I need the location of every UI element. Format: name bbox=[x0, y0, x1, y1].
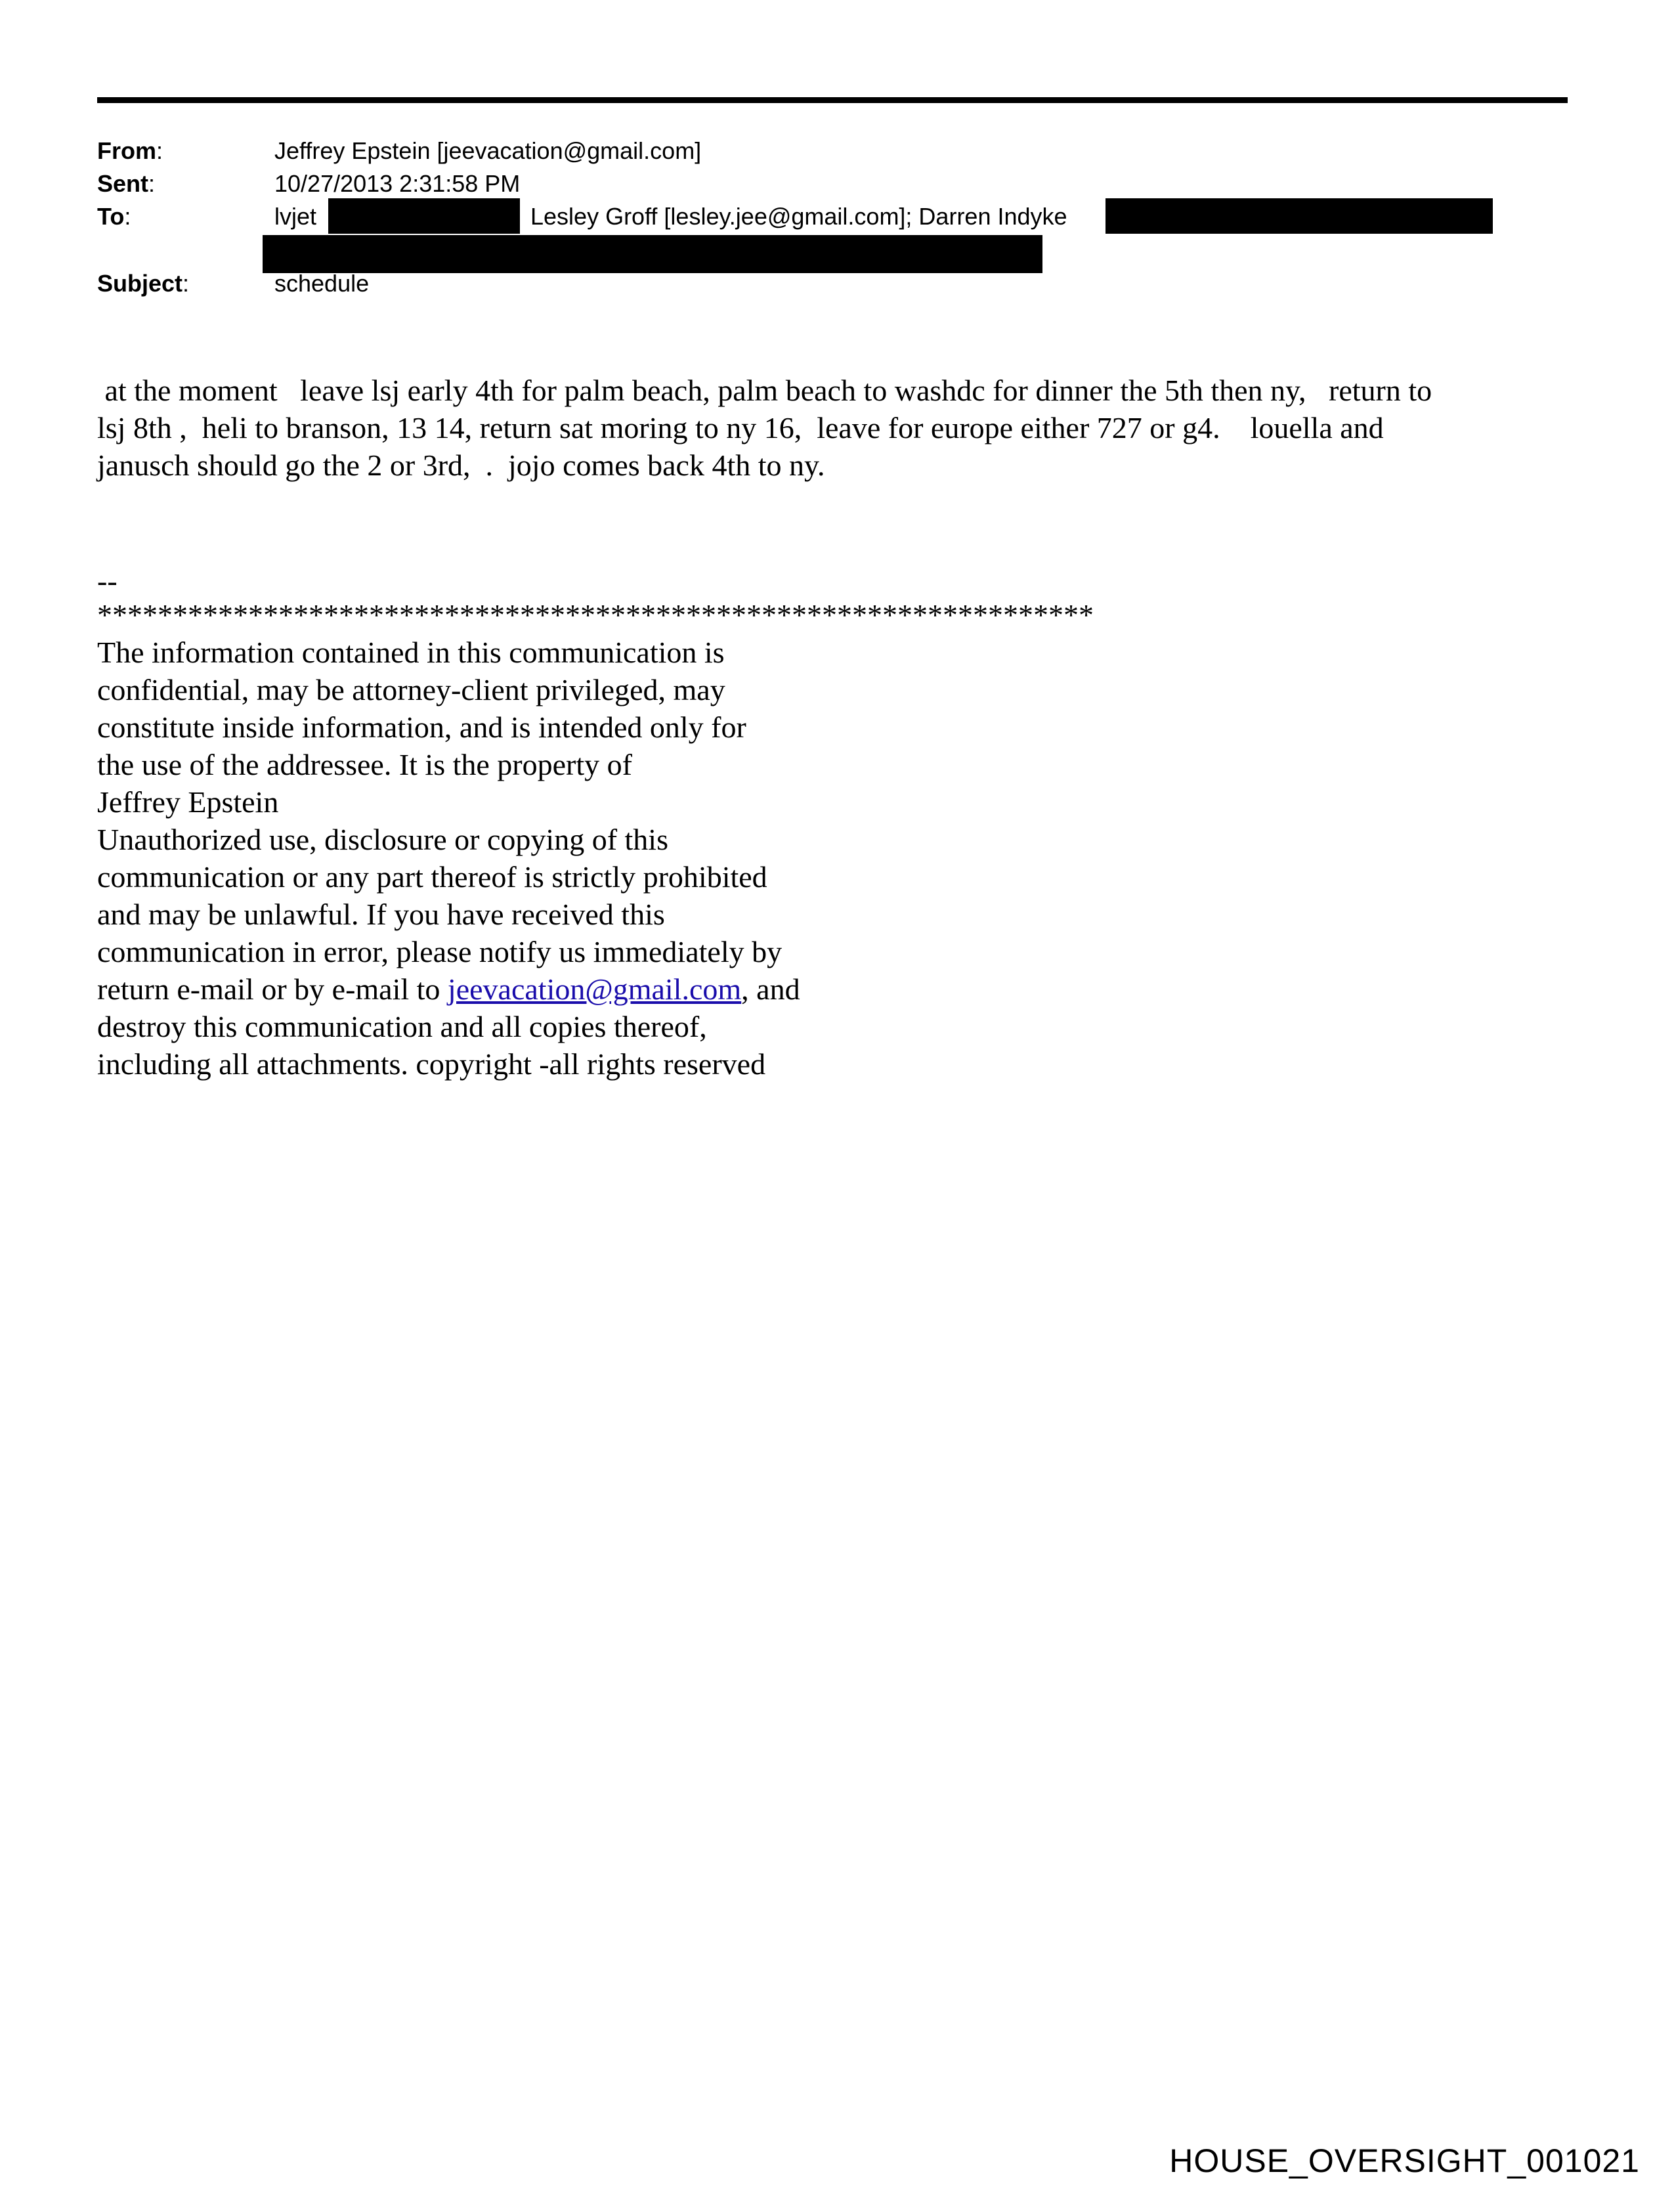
disclaimer-line: destroy this communication and all copies thereof, bbox=[97, 1010, 707, 1043]
disclaimer-line: Jeffrey Epstein bbox=[97, 785, 279, 819]
body-line: lsj 8th , heli to branson, 13 14, return sat moring to ny 16, leave for europe either 727 or g4. louella and bbox=[97, 411, 1384, 445]
to-recipient-1: lvjet bbox=[274, 203, 317, 230]
disclaimer-line: confidential, may be attorney-client privileged, may bbox=[97, 673, 725, 706]
redaction-bar bbox=[1105, 198, 1493, 234]
from-value: Jeffrey Epstein [jeevacation@gmail.com] bbox=[274, 137, 702, 164]
disclaimer-line: The information contained in this communication is bbox=[97, 636, 725, 669]
to-label: To: bbox=[97, 203, 131, 230]
body-line: at the moment leave lsj early 4th for palm beach, palm beach to washdc for dinner the 5th then ny, return to bbox=[97, 374, 1432, 407]
header-rule bbox=[97, 97, 1568, 103]
disclaimer-line: including all attachments. copyright -all rights reserved bbox=[97, 1047, 766, 1081]
signature-stars: ****************************************************************** bbox=[97, 598, 1094, 632]
sent-label: Sent: bbox=[97, 170, 156, 197]
body-line: janusch should go the 2 or 3rd, . jojo comes back 4th to ny. bbox=[97, 448, 825, 482]
sent-value: 10/27/2013 2:31:58 PM bbox=[274, 170, 521, 197]
subject-label: Subject: bbox=[97, 270, 190, 297]
disclaimer-line: communication in error, please notify us immediately by bbox=[97, 935, 783, 968]
bates-number: HOUSE_OVERSIGHT_001021 bbox=[1169, 2142, 1640, 2179]
disclaimer-line: Unauthorized use, disclosure or copying of this bbox=[97, 823, 668, 856]
disclaimer-line bbox=[97, 970, 800, 1008]
disclaimer-line: and may be unlawful. If you have received this bbox=[97, 898, 665, 931]
disclaimer-text: return e-mail or by e-mail to bbox=[97, 972, 448, 1006]
disclaimer-line: the use of the addressee. It is the property of bbox=[97, 748, 632, 781]
disclaimer-line: constitute inside information, and is intended only for bbox=[97, 710, 746, 744]
message-body bbox=[97, 372, 1432, 484]
from-label: From: bbox=[97, 137, 163, 164]
disclaimer-line: communication or any part thereof is strictly prohibited bbox=[97, 860, 767, 894]
disclaimer-text: , and bbox=[741, 972, 800, 1006]
redaction-bar bbox=[263, 235, 1042, 273]
to-recipients-2: Lesley Groff [lesley.jee@gmail.com]; Darren Indyke bbox=[530, 203, 1067, 230]
confidentiality-disclaimer bbox=[97, 634, 800, 1083]
signature-dashes: -- bbox=[97, 564, 118, 597]
email-link[interactable]: jeevacation@gmail.com bbox=[447, 972, 742, 1006]
subject-value: schedule bbox=[274, 270, 370, 297]
redaction-bar bbox=[328, 198, 520, 234]
